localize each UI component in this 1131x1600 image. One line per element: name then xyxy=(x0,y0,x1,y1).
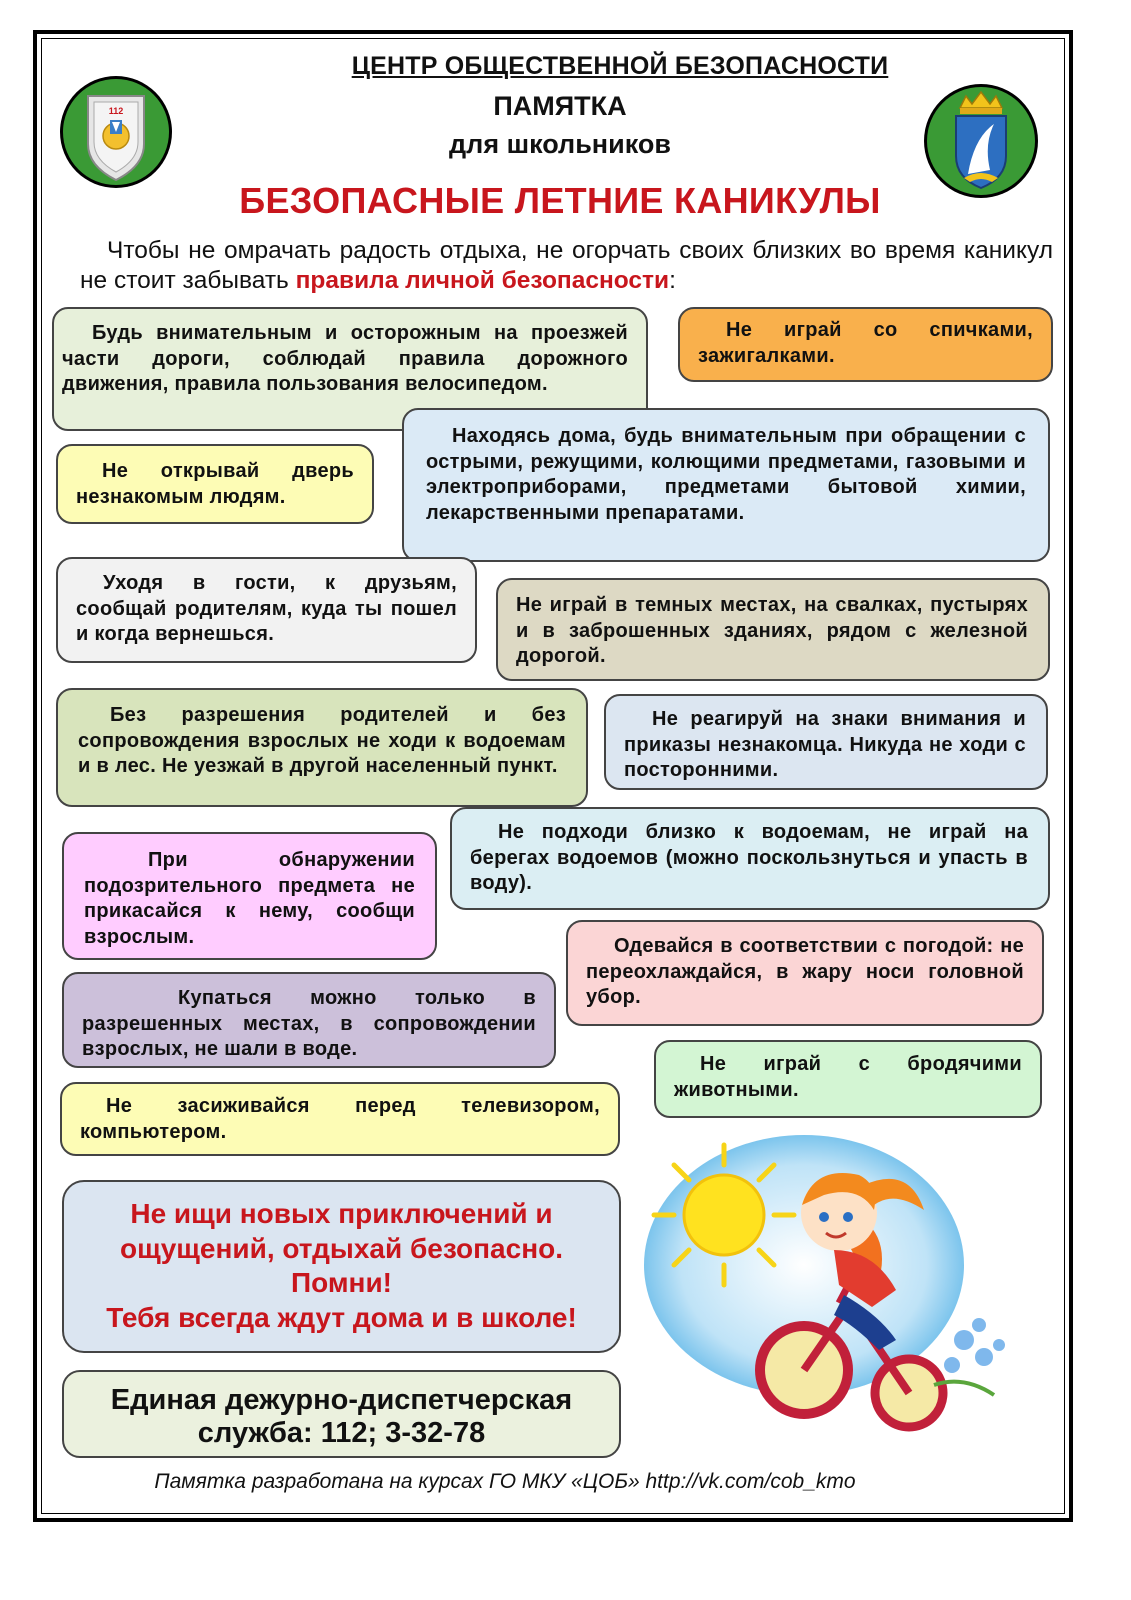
girl-on-tricycle-with-sun-icon xyxy=(634,1125,1054,1465)
hotline-service-name: Единая дежурно-диспетчерская xyxy=(110,1384,573,1416)
closing-message-line: Не ищи новых приключений и xyxy=(130,1198,553,1229)
closing-message-line: Помни! xyxy=(290,1267,393,1298)
page-title: БЕЗОПАСНЫЕ ЛЕТНИЕ КАНИКУЛЫ xyxy=(239,180,881,221)
memo-label: ПАМЯТКА xyxy=(493,91,627,121)
rule-box-home-safety: Находясь дома, будь внимательным при обращении с острыми, режущими, колющими предметами, газовыми и электроприборами, предметами бытовой химии, лекарственными препаратами. xyxy=(402,408,1050,562)
organization-name: ЦЕНТР ОБЩЕСТВЕННОЙ БЕЗОПАСНОСТИ xyxy=(351,52,889,80)
hotline-numbers: служба: 112; 3-32-78 xyxy=(197,1417,486,1449)
rule-box-shore: Не подходи близко к водоемам, не играй на берегах водоемов (можно поскользнуться и упасть в воду). xyxy=(450,807,1050,910)
intro-paragraph xyxy=(80,236,1053,296)
memo-audience: для школьников xyxy=(449,129,671,159)
rule-box-tell-parents: Уходя в гости, к друзьям, сообщай родителям, куда ты пошел и когда вернешься. xyxy=(56,557,477,663)
emergency-hotline xyxy=(62,1370,621,1458)
rule-box-weather-clothing: Одевайся в соответствии с погодой: не переохлаждайся, в жару носи головной убор. xyxy=(566,920,1044,1026)
footer-credit: Памятка разработана на курсах ГО МКУ «ЦОБ» http://vk.com/cob_kmo xyxy=(154,1470,856,1493)
rule-box-stray-animals: Не играй с бродячими животными. xyxy=(654,1040,1042,1118)
intro-colon: : xyxy=(669,267,676,294)
rule-box-suspicious-item: При обнаружении подозрительного предмета не прикасайся к нему, сообщи взрослым. xyxy=(62,832,437,960)
closing-message-line: ощущений, отдыхай безопасно. xyxy=(119,1232,563,1264)
rule-box-road-safety: Будь внимательным и осторожным на проезжей части дороги, соблюдай правила дорожного движения, правила пользования велосипедом. xyxy=(52,307,648,431)
rule-box-screen-time: Не засиживайся перед телевизором, компьютером. xyxy=(60,1082,620,1156)
closing-message xyxy=(62,1180,621,1353)
rule-box-swimming: Купаться можно только в разрешенных местах, в сопровождении взрослых, не шали в воде. xyxy=(62,972,556,1068)
rule-box-water-forest: Без разрешения родителей и без сопровождения взрослых не ходи к водоемам и в лес. Не уезжай в другой населенный пункт. xyxy=(56,688,588,807)
rule-box-strangers: Не реагируй на знаки внимания и приказы незнакомца. Никуда не ходи с посторонними. xyxy=(604,694,1048,790)
intro-highlight: правила личной безопасности xyxy=(295,267,670,294)
svg-text:112: 112 xyxy=(108,106,124,116)
closing-message-line: Тебя всегда ждут дома и в школе! xyxy=(106,1301,577,1333)
rule-box-matches: Не играй со спичками, зажигалками. xyxy=(678,307,1053,382)
intro-text: Чтобы не омрачать радость отдыха, не огорчать своих близких во время каникул не стоит забывать xyxy=(80,237,1053,294)
rule-box-door-strangers: Не открывай дверь незнакомым людям. xyxy=(56,444,374,524)
rule-box-dark-places: Не играй в темных местах, на свалках, пустырях и в заброшенных зданиях, рядом с железной дорогой. xyxy=(496,578,1050,681)
